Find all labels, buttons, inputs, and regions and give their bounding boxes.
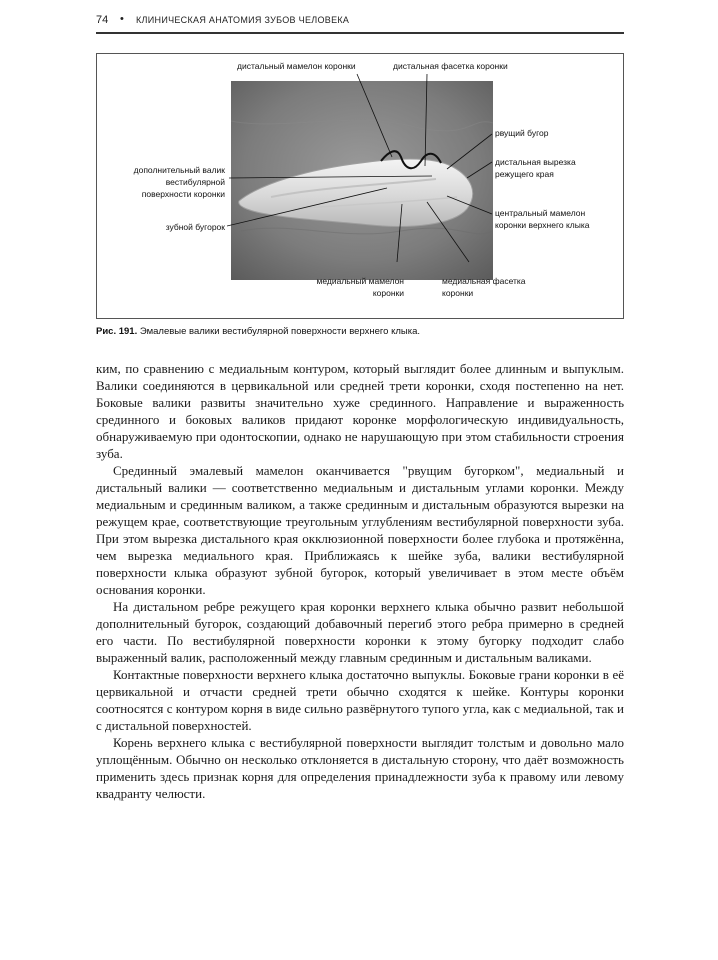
label-central-mamelon-2: коронки верхнего клыка xyxy=(495,220,590,230)
label-extra-ridge-2: вестибулярной xyxy=(165,177,225,187)
caption-text: Эмалевые валики вестибулярной поверхности верхнего клыка. xyxy=(137,326,420,337)
label-medial-facet-2: коронки xyxy=(442,288,474,298)
running-title: КЛИНИЧЕСКАЯ АНАТОМИЯ ЗУБОВ ЧЕЛОВЕКА xyxy=(136,15,350,25)
paragraph: На дистальном ребре режущего края коронки верхнего клыка обычно развит небольшой дополнительный бугорок, создающий добавочный перегиб этого ребра примерно в средней его части. По вестибулярной поверхности коронки к этому бугорку подходит слабо выраженный валик, расположенный между главным срединным и дистальным валиками. xyxy=(96,599,624,665)
figure-caption xyxy=(96,326,420,337)
label-distal-mamelon: дистальный мамелон коронки xyxy=(237,61,356,71)
label-extra-ridge-1: дополнительный валик xyxy=(133,165,225,175)
label-medial-mamelon-2: коронки xyxy=(372,288,404,298)
label-distal-notch-2: режущего края xyxy=(495,169,554,179)
body-text xyxy=(96,360,624,802)
label-medial-mamelon-1: медиальный мамелон xyxy=(316,276,404,286)
caption-number: Рис. 191. xyxy=(96,326,138,337)
header-bullet: • xyxy=(120,13,124,25)
label-tooth-tubercle: зубной бугорок xyxy=(165,222,225,232)
page-header xyxy=(96,10,624,32)
page-number: 74 xyxy=(96,14,109,26)
paragraph: Корень верхнего клыка с вестибулярной поверхности выглядит толстым и довольно мало уплощённым. Обычно он несколько отклоняется в дистальную сторону, что даёт возможность применить здесь признак корня для определения принадлежности зуба к правому или левому квадранту челюсти. xyxy=(96,735,624,801)
paragraph: ким, по сравнению с медиальным контуром, который выглядит более длинным и выпуклым. Валики соединяются в цервикальной или средней трети коронки, сходя постепенно на нет. Боковые валики развиты значительно хуже срединного. Направление и выраженность срединного и боковых валиков придают коронке морфологическую индивидуальность, обнаруживаемую при одонтоскопии, однако не нарушающую при этом стабильности строения зуба. xyxy=(96,361,624,461)
figure-frame xyxy=(96,53,624,319)
label-distal-facet: дистальная фасетка коронки xyxy=(393,61,508,71)
label-central-mamelon-1: центральный мамелон xyxy=(495,208,586,218)
label-distal-notch-1: дистальная вырезка xyxy=(495,157,576,167)
paragraph: Контактные поверхности верхнего клыка достаточно выпуклы. Боковые грани коронки в её цервикальной и отчасти средней трети обычно сходятся к шейке. Контуры коронки соотносятся с контуром корня в виде сильно развёрнутого тупого угла, как с медиальной, так и с дистальной поверхностей. xyxy=(96,667,624,733)
label-medial-facet-1: медиальная фасетка xyxy=(442,276,526,286)
label-extra-ridge-3: поверхности коронки xyxy=(141,189,225,199)
paragraph: Срединный эмалевый мамелон оканчивается "рвущим бугорком", медиальный и дистальный валики — соответственно медиальным и дистальным углами коронки. Между медиальным и срединным валиком, а также срединным и дистальным образуются вырезки на режущем крае, соответствующие треугольным углублениям вестибулярной поверхности зуба. При этом вырезка дистального края окклюзионной поверхности более глубока и протяжённа, чем вырезка медиального края. Приближаясь к шейке зуба, валики вестибулярной поверхности клыка образуют зубной бугорок, который увеличивает в этом месте объём основания коронки. xyxy=(96,463,624,597)
header-rule xyxy=(96,32,624,34)
label-ripping-cusp: рвущий бугор xyxy=(495,128,549,138)
